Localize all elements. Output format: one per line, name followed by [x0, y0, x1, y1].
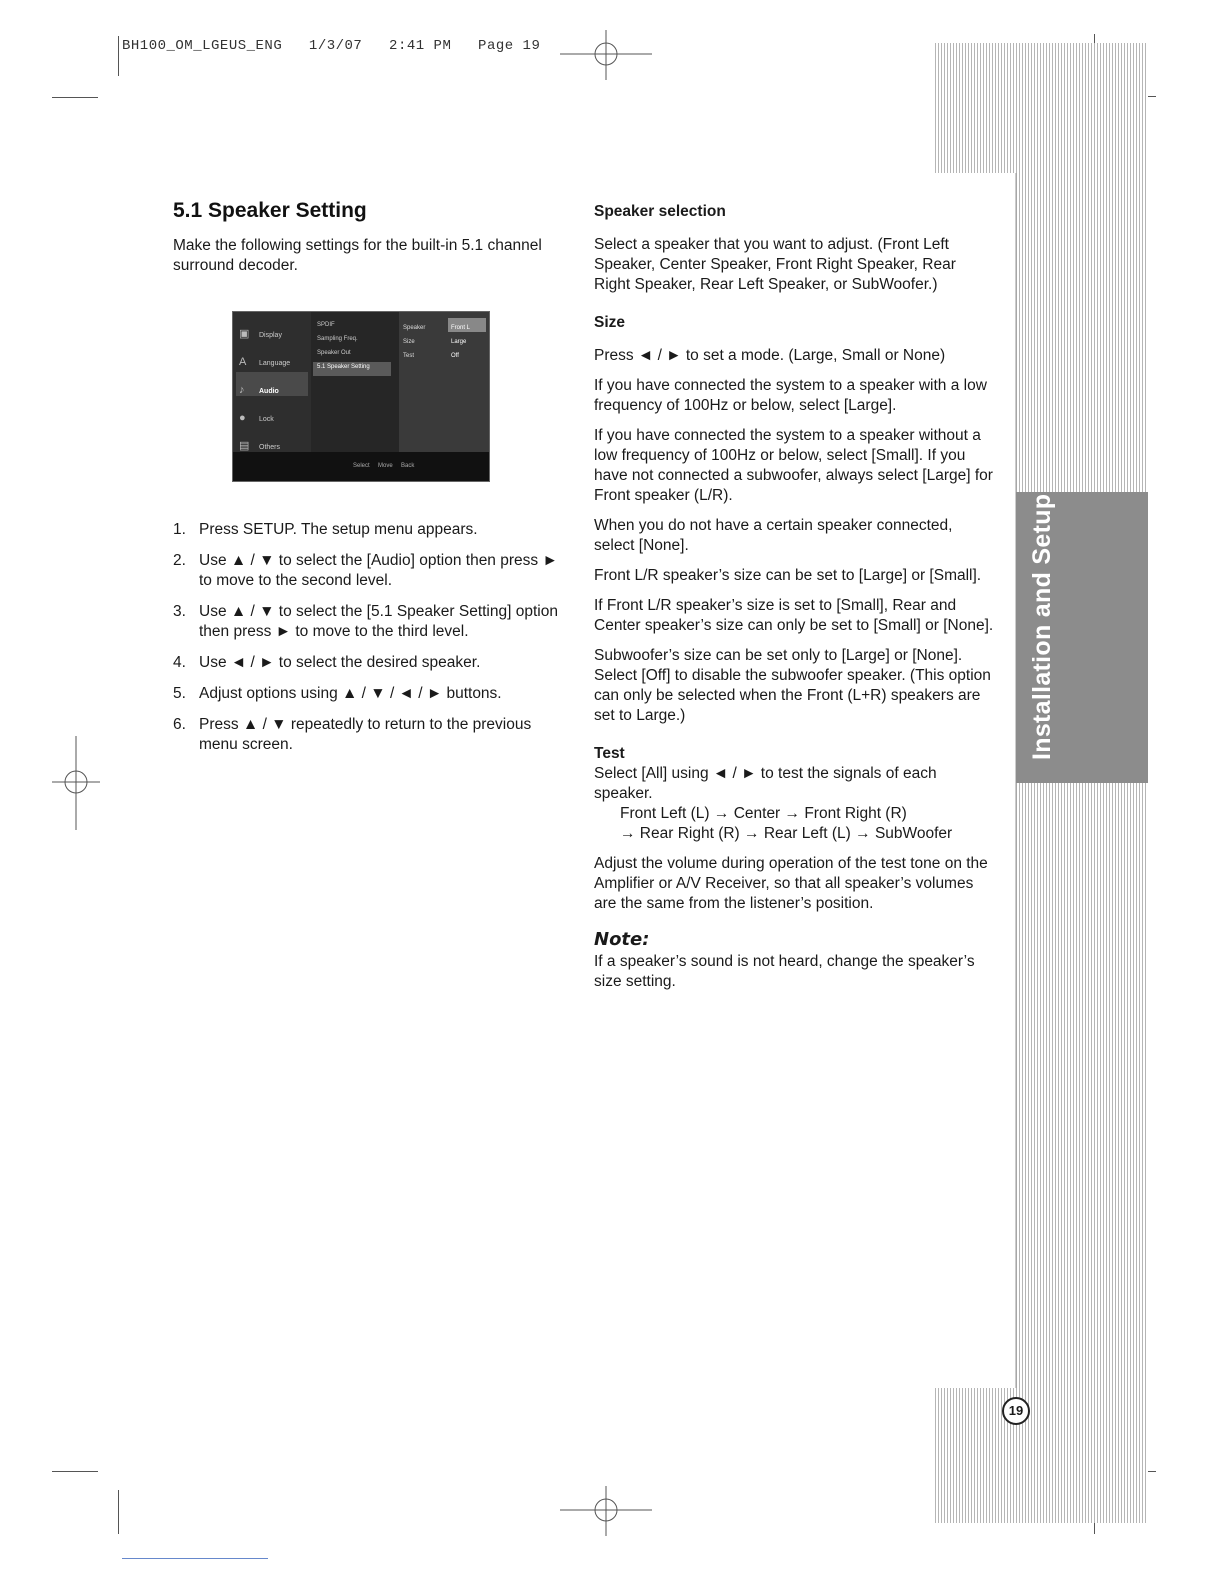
test-adjust: Adjust the volume during operation of the test tone on the Amplifier or A/V Receiver, so that all speaker’s volumes are the same from the listener’s position. [594, 855, 988, 912]
menu-value-speaker: Front L [451, 325, 471, 331]
test-sequence-2: → Rear Right (R) → Rear Left (L) → SubWoofer [620, 825, 953, 842]
menu-subitem-speaker-out: Speaker Out [317, 350, 351, 356]
crop-mark [52, 97, 98, 98]
menu-option-size: Size [403, 339, 415, 345]
menu-item-audio: Audio [259, 388, 279, 395]
menu-subitem-sampling: Sampling Freq. [317, 336, 358, 342]
test-sequence-1: Front Left (L) → Center → Front Right (R) [620, 805, 907, 822]
menu-item-others: Others [259, 444, 281, 451]
menu-footer-move: Move [378, 463, 393, 469]
registration-target-left [52, 736, 100, 830]
registration-target-top [560, 30, 652, 80]
settings-column [594, 202, 994, 1002]
test-heading: Test [594, 745, 625, 762]
lock-icon: ● [239, 412, 246, 424]
crop-mark [122, 1558, 268, 1559]
step-item: 6. Press ▲ / ▼ repeatedly to return to the previous menu screen. [173, 716, 532, 753]
registration-target-bottom [560, 1486, 652, 1536]
step-item: 5. Adjust options using ▲ / ▼ / ◄ / ► buttons. [173, 685, 502, 702]
size-paragraph: If you have connected the system to a speaker with a low frequency of 100Hz or below, select [Large]. [594, 377, 987, 414]
step-item: 3. Use ▲ / ▼ to select the [5.1 Speaker Setting] option then press ► to move to the third level. [173, 603, 558, 640]
print-slug: BH100_OM_LGEUS_ENG 1/3/07 2:41 PM Page 19 [122, 38, 541, 54]
menu-footer-back: Back [401, 463, 415, 469]
speaker-selection-text: Select a speaker that you want to adjust. (Front Left Speaker, Center Speaker, Front Right Speaker, Rear Right Speaker, Rear Left Speaker, or SubWoofer.) [594, 236, 956, 293]
steps-list [173, 520, 573, 766]
size-paragraph: If Front L/R speaker’s size is set to [Small], Rear and Center speaker’s size can only be set to [Small] or [None]. [594, 597, 994, 634]
size-paragraph: Press ◄ / ► to set a mode. (Large, Small or None) [594, 347, 946, 364]
menu-item-language: Language [259, 360, 291, 367]
crop-mark [52, 1471, 98, 1472]
menu-value-test: Off [451, 353, 459, 359]
page-number: 19 [1002, 1397, 1030, 1425]
step-item: 1. Press SETUP. The setup menu appears. [173, 521, 478, 538]
page-title: 5.1 Speaker Setting [173, 199, 367, 222]
menu-value-size: Large [451, 339, 467, 345]
menu-subitem-spdif: SPDIF [317, 322, 335, 328]
display-icon: ▣ [239, 328, 250, 340]
step-item: 2. Use ▲ / ▼ to select the [Audio] option then press ► to move to the second level. [173, 552, 558, 589]
setup-menu-screenshot [232, 311, 490, 482]
crop-mark [118, 36, 119, 76]
menu-item-display: Display [259, 332, 282, 339]
crop-mark [118, 1490, 119, 1534]
others-icon: ▤ [239, 440, 250, 452]
note-heading: Note: [594, 929, 650, 950]
menu-footer-select: Select [353, 463, 370, 469]
size-paragraph: Front L/R speaker’s size can be set to [Large] or [Small]. [594, 567, 982, 584]
intro-text: Make the following settings for the built-in 5.1 channel surround decoder. [173, 237, 542, 274]
step-item: 4. Use ◄ / ► to select the desired speaker. [173, 654, 481, 671]
menu-subitem-51: 5.1 Speaker Setting [317, 364, 370, 370]
audio-icon: ♪ [239, 384, 245, 396]
size-paragraph: If you have connected the system to a speaker without a low frequency of 100Hz or below, select [Small]. If you have not connected a subwoofer, always select [Large] for Front speaker (L/R). [594, 427, 993, 504]
section-tab-label: Installation and Setup [1028, 493, 1056, 760]
size-paragraph: When you do not have a certain speaker connected, select [None]. [594, 517, 953, 554]
menu-item-lock: Lock [259, 416, 274, 423]
size-paragraph: Subwoofer’s size can be set only to [Large] or [None]. Select [Off] to disable the subwoofer speaker. (This option can only be selected when the Front (L+R) speakers are set to Large.) [594, 647, 991, 724]
speaker-selection-heading: Speaker selection [594, 203, 726, 220]
note-text: If a speaker’s sound is not heard, change the speaker’s size setting. [594, 953, 975, 990]
size-heading: Size [594, 314, 626, 331]
menu-option-test: Test [403, 353, 415, 359]
menu-option-speaker: Speaker [403, 325, 426, 331]
language-icon: A [239, 356, 247, 368]
test-intro: Select [All] using ◄ / ► to test the signals of each speaker. [594, 765, 937, 802]
